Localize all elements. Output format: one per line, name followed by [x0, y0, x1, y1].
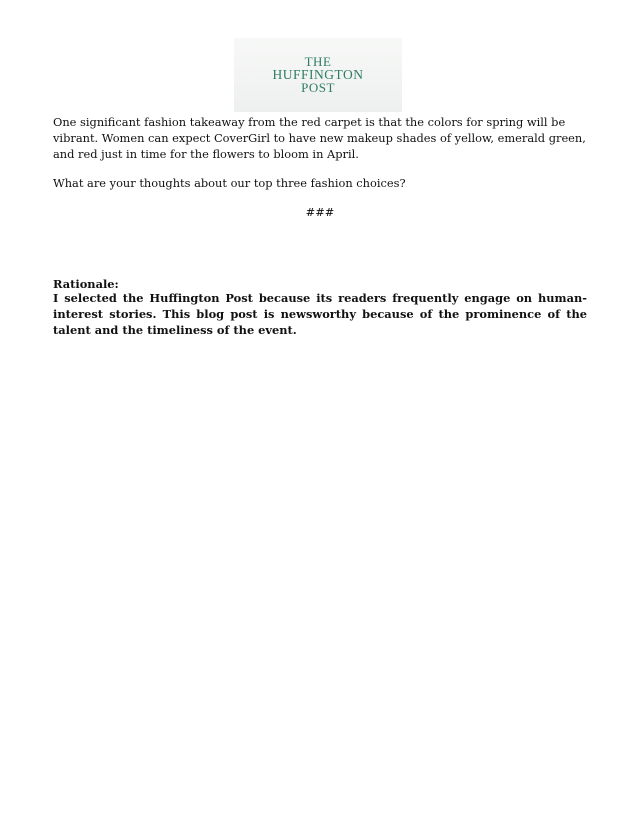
logo-line-huffington: HUFFINGTON [272, 67, 364, 82]
rationale-body: I selected the Huffington Post because its readers frequently engage on human-interest stories. This blog post is newsworthy because of the prominence of the talent and the timeliness of the event. [53, 291, 587, 337]
logo-line-post: POST [301, 80, 335, 95]
end-marker: ### [305, 205, 335, 219]
body-paragraph-question: What are your thoughts about our top three fashion choices? [53, 176, 406, 190]
rationale-heading: Rationale: [53, 277, 119, 291]
body-paragraph-fashion-takeaway: One significant fashion takeaway from the red carpet is that the colors for spring will be vibrant. Women can expect CoverGirl to have new makeup shades of yellow, emerald green, and red just in time for the flowers to bloom in April. [53, 115, 586, 161]
huffington-post-logo [234, 38, 402, 112]
logo-line-the: THE [304, 54, 332, 69]
